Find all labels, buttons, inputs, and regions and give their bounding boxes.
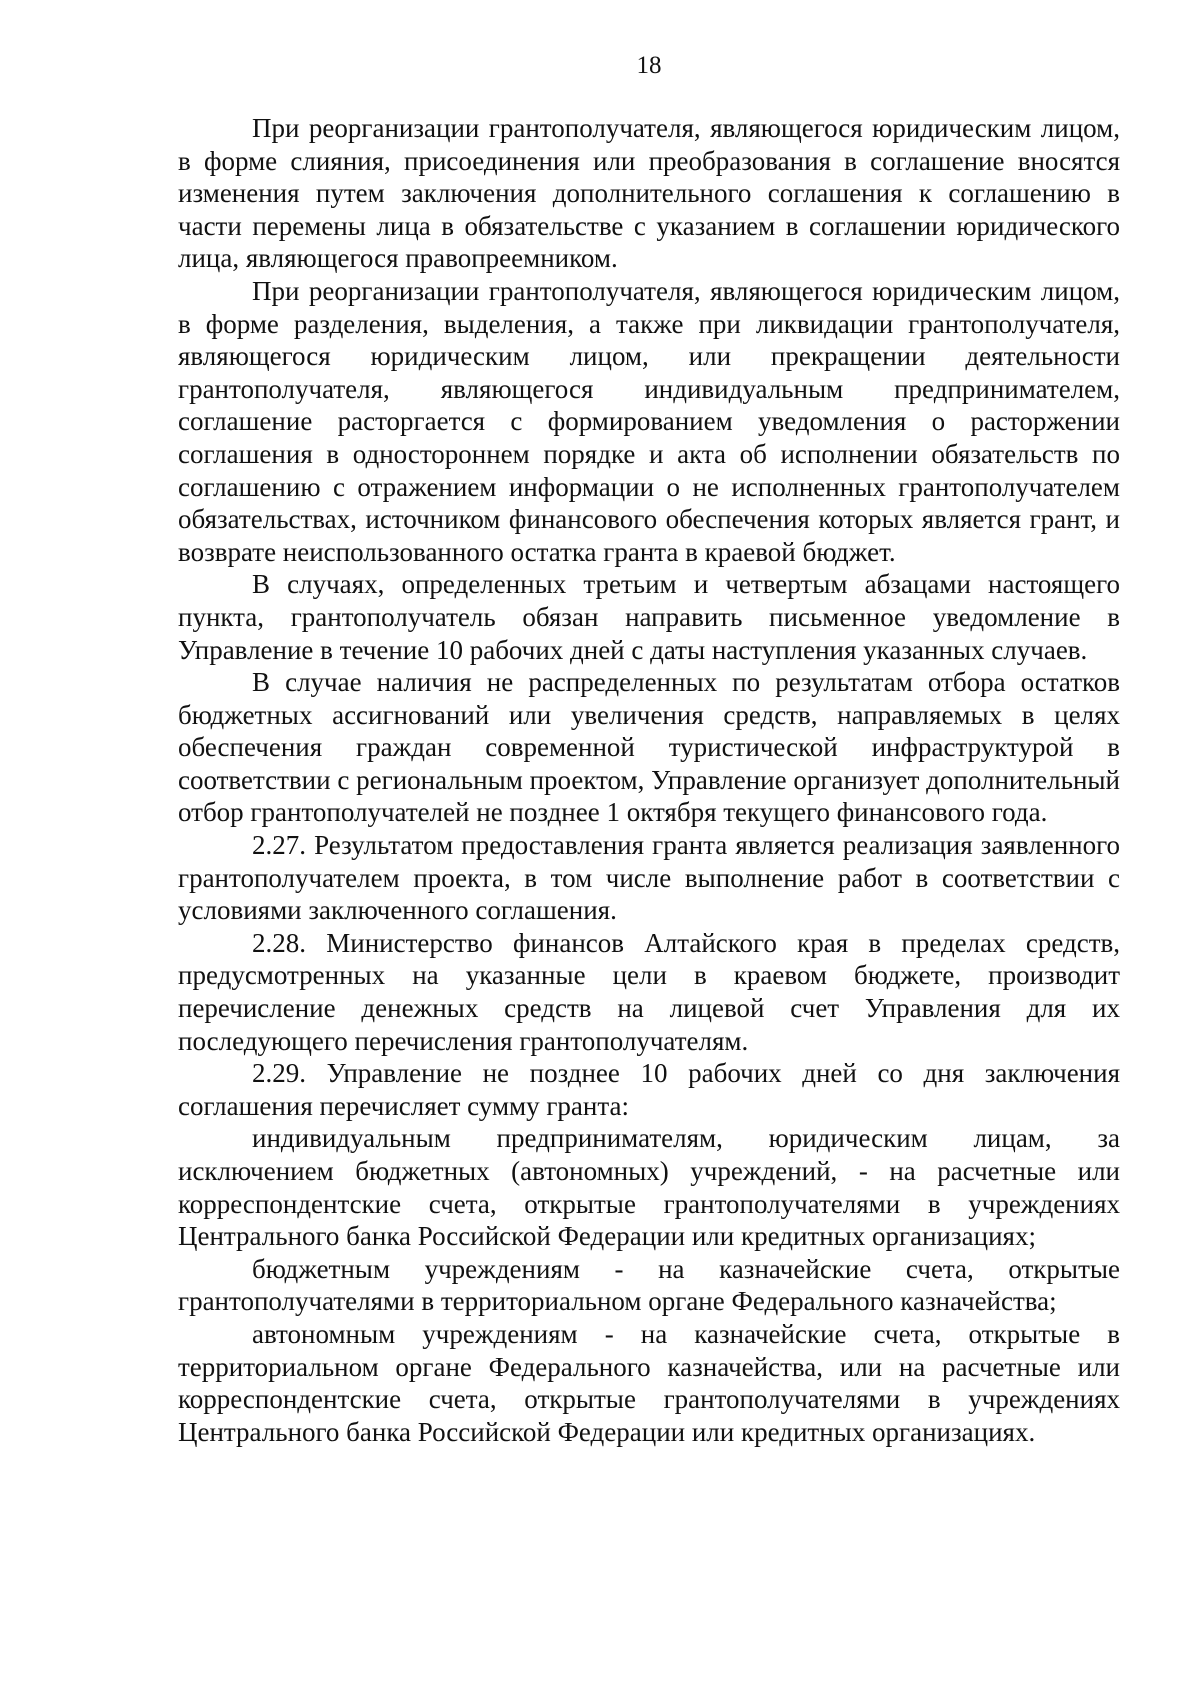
paragraph-reorganization-division: При реорганизации грантополучателя, являющегося юридическим лицом, в форме разделения, выделения, а также при ликвидации грантополучателя, являющегося юридическим лицом, или прекращении деятельности грантополучателя, являющегося индивидуальным предпринимателем, соглашение расторгается с формированием уведомления о расторжении соглашения в одностороннем порядке и акта об исполнении обязательств по соглашению с отражением информации о не исполненных грантополучателем обязательствах, источником финансового обеспечения которых является грант, и возврате неиспользованного остатка гранта в краевой бюджет. bbox=[178, 275, 1120, 567]
document-body bbox=[178, 112, 1120, 1448]
paragraph-individual-entrepreneurs: индивидуальным предпринимателям, юридическим лицам, за исключением бюджетных (автономных) учреждений, - на расчетные или корреспондентские счета, открытые грантополучателями в учреждениях Центрального банка Российской Федерации или кредитных организациях; bbox=[178, 1123, 1120, 1252]
paragraph-autonomous-institutions: автономным учреждениям - на казначейские счета, открытые в территориальном органе Федерального казначейства, или на расчетные или корреспондентские счета, открытые грантополучателями в учреждениях Центрального банка Российской Федерации или кредитных организациях. bbox=[178, 1318, 1120, 1447]
paragraph-budget-institutions: бюджетным учреждениям - на казначейские счета, открытые грантополучателями в территориальном органе Федерального казначейства; bbox=[178, 1253, 1120, 1317]
paragraph-2-29: 2.29. Управление не позднее 10 рабочих дней со дня заключения соглашения перечисляет сумму гранта: bbox=[178, 1058, 1120, 1121]
paragraph-notification: В случаях, определенных третьим и четвертым абзацами настоящего пункта, грантополучатель обязан направить письменное уведомление в Управление в течение 10 рабочих дней с даты наступления указанных случаев. bbox=[178, 569, 1120, 665]
paragraph-reorganization-merger: При реорганизации грантополучателя, являющегося юридическим лицом, в форме слияния, присоединения или преобразования в соглашение вносятся изменения путем заключения дополнительного соглашения к соглашению в части перемены лица в обязательстве с указанием в соглашении юридического лица, являющегося правопреемником. bbox=[178, 113, 1120, 274]
paragraph-additional-selection: В случае наличия не распределенных по результатам отбора остатков бюджетных ассигнований или увеличения средств, направляемых в целях обеспечения граждан современной туристической инфраструктурой в соответствии с региональным проектом, Управление организует дополнительный отбор грантополучателей не позднее 1 октября текущего финансового года. bbox=[178, 667, 1120, 828]
page-number: 18 bbox=[636, 52, 662, 79]
paragraph-2-28: 2.28. Министерство финансов Алтайского края в пределах средств, предусмотренных на указанные цели в краевом бюджете, производит перечисление денежных средств на лицевой счет Управления для их последующего перечисления грантополучателям. bbox=[178, 927, 1120, 1056]
paragraph-2-27: 2.27. Результатом предоставления гранта является реализация заявленного грантополучателем проекта, в том числе выполнение работ в соответствии с условиями заключенного соглашения. bbox=[178, 830, 1120, 926]
